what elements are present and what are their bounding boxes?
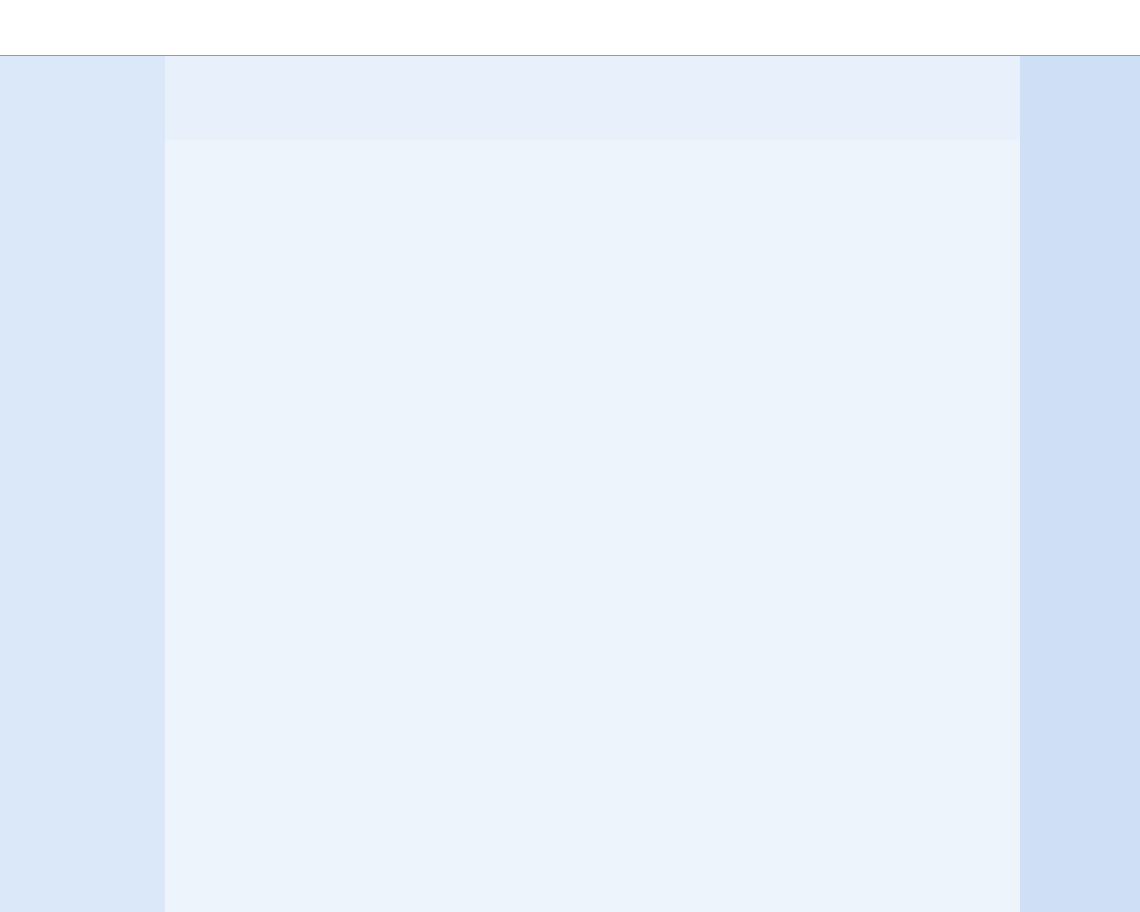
left-column <box>0 56 165 912</box>
top-toolbar <box>0 0 1140 56</box>
page-body <box>0 56 1140 912</box>
right-column <box>1020 56 1140 912</box>
main-column <box>165 140 1020 912</box>
